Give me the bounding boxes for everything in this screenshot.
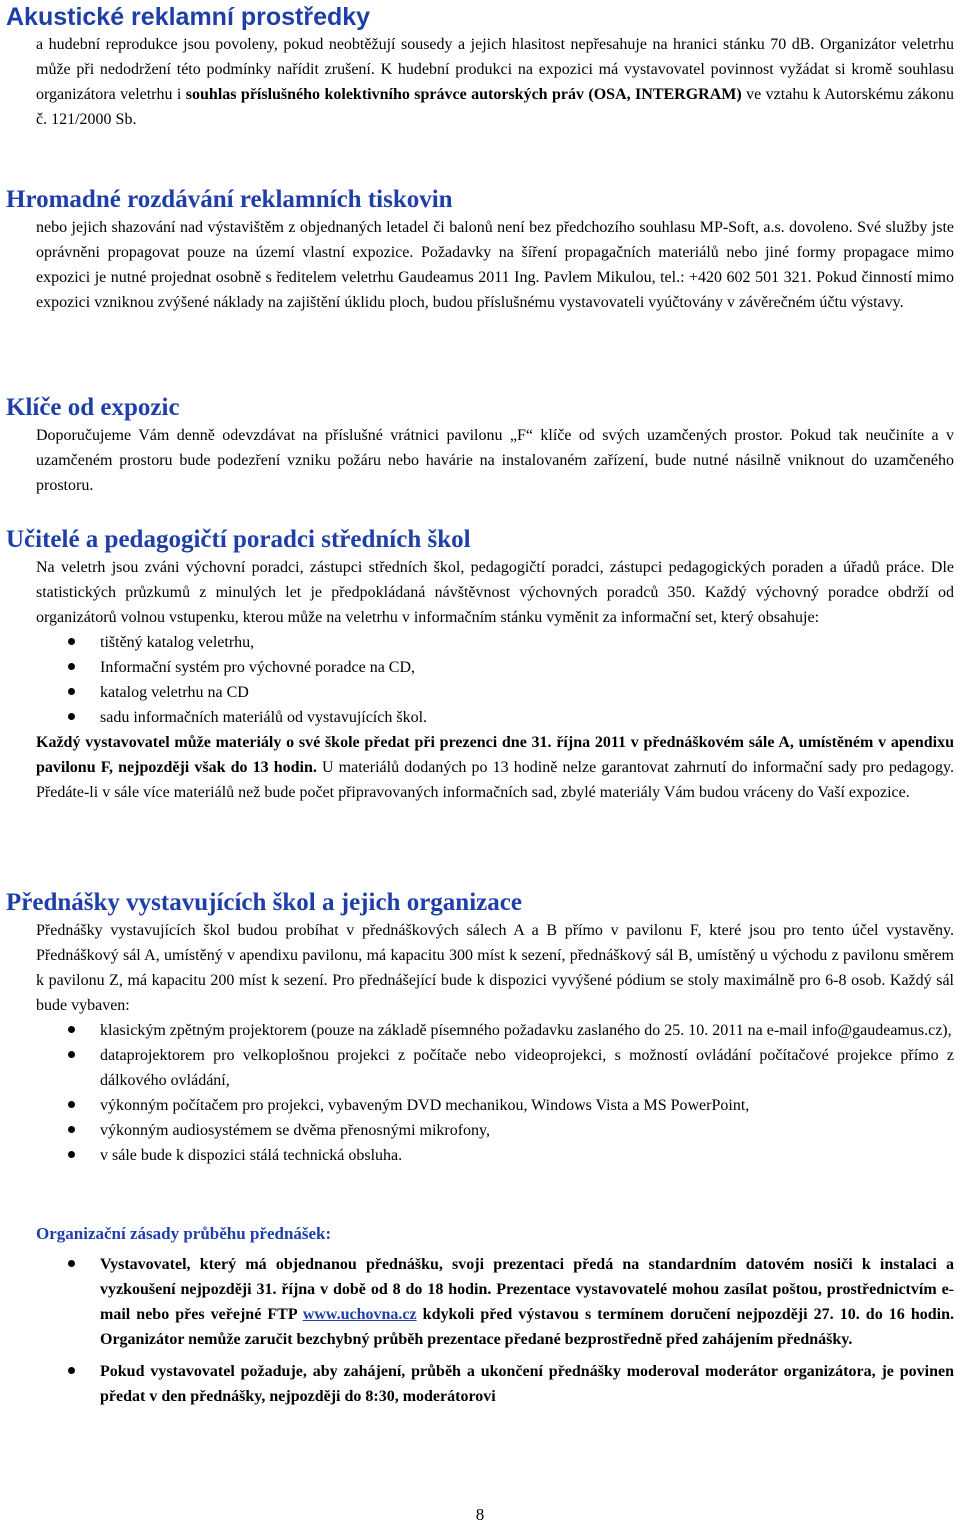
section-prednasky [0, 888, 960, 1168]
list-ucitele [0, 630, 960, 730]
page-number: 8 [475, 1505, 485, 1524]
heading-zasady: Organizační zásady průběhu přednášek: [36, 1224, 332, 1243]
section-klice [0, 393, 960, 498]
paragraph-ucitele: Na veletrh jsou zváni výchovní poradci, zástupci středních škol, pedagogičtí poradci, zástupci pedagogických poraden a úřadů práce. Dle statistických průzkumů z minulých let je předpokládaná návštěvnost výchovných poradců 350. Každý výchovný poradce obdrží od organizátorů volnou vstupenku, kterou může na veletrhu v informačním stánku vyměnit za informační set, který obsahuje: [36, 559, 954, 626]
ftp-link[interactable]: www.uchovna.cz [302, 1306, 417, 1323]
list-item: v sále bude k dispozici stálá technická obsluha. [0, 1143, 954, 1168]
list-item: dataprojektorem pro velkoplošnou projekci z počítače nebo videoprojekci, s možností ovládání počítačové projekce přímo z dálkového ovládání, [0, 1043, 954, 1093]
text-akusticke-bold: souhlas příslušného kolektivního správce autorských práv (OSA, INTERGRAM) [185, 86, 742, 103]
text-zasady-1a: Vystavovatel, který má objednanou přednášku, svoji prezentaci předá na standardním datovém nosiči k instalaci a vyzkoušení nejpozději 31. října v době od 8 do 18 hodin. Prezentace vystavovatelé mohou zasílat poštou, prostřednictvím e-mail nebo přes veřejné FTP [100, 1256, 954, 1323]
text-zasady-1b: kdykoli před výstavou s termínem doručení nejpozději 27. 10. do 16 hodin. Organizátor nemůže zaručit bezchybný průběh prezentace předané bezprostředně před zahájením přednášky. [100, 1306, 955, 1348]
paragraph-ucitele-2 [36, 730, 954, 805]
list-item: tištěný katalog veletrhu, [0, 630, 954, 655]
paragraph-klice: Doporučujeme Vám denně odevzdávat na příslušné vrátnici pavilonu „F“ klíče od svých uzamčených prostor. Pokud tak neučiníte a v uzamčeném prostoru bude podezření vzniku požáru nebo havárie na instalovaném zařízení, bude nutné násilně vniknout do uzamčeného prostoru. [36, 427, 954, 494]
heading-ucitele: Učitelé a pedagogičtí poradci středních škol [6, 526, 471, 553]
list-item: výkonným počítačem pro projekci, vybaveným DVD mechanikou, Windows Vista a MS PowerPoint, [0, 1093, 954, 1118]
list-item: výkonným audiosystémem se dvěma přenosnými mikrofony, [0, 1118, 954, 1143]
list-item: sadu informačních materiálů od vystavujících škol. [0, 705, 954, 730]
heading-klice: Klíče od expozic [6, 394, 180, 421]
list-item [0, 1252, 954, 1352]
text-akusticke-2: ve vztahu k Autorskému zákonu č. 121/2000 Sb. [36, 86, 954, 128]
section-zasady [0, 1222, 960, 1409]
section-ucitele [0, 525, 960, 805]
list-prednasky [0, 1018, 960, 1168]
list-item: Informační systém pro výchovné poradce na CD, [0, 655, 954, 680]
section-akusticke [0, 2, 960, 132]
list-item: Pokud vystavovatel požaduje, aby zahájení, průběh a ukončení přednášky moderoval moderátor organizátora, je povinen předat v den přednášky, nejpozději do 8:30, moderátorovi [0, 1359, 954, 1409]
paragraph-hromadne: nebo jejich shazování nad výstavištěm z objednaných letadel či balonů není bez předchozího souhlasu MP-Soft, a.s. dovoleno. Své služby jste oprávněni propagovat pouze na území vlastní expozice. Požadavky na šíření propagačních materiálů nebo jiné formy propagace mimo expozici je nutné projednat osobně s ředitelem veletrhu Gaudeamus 2011 Ing. Pavlem Mikulou, tel.: +420 602 501 321. Pokud činností mimo expozici vzniknou zvýšené náklady na zajištění úklidu ploch, budou příslušnému vystavovateli vyúčtovány v závěrečném účtu výstavy. [36, 219, 954, 311]
list-item: klasickým zpětným projektorem (pouze na základě písemného požadavku zaslaného do 25. 10. 2011 na e-mail info@gaudeamus.cz), [0, 1018, 954, 1043]
text-ucitele-2: U materiálů dodaných po 13 hodině nelze garantovat zahrnutí do informační sady pro pedagogy. Předáte-li v sále více materiálů než bude počet připravovaných informačních sad, zbylé materiály Vám budou vráceny do Vaší expozice. [36, 759, 955, 801]
list-zasady [0, 1252, 960, 1409]
paragraph-prednasky: Přednášky vystavujících škol budou probíhat v přednáškových sálech A a B přímo v pavilonu F, které jsou pro tento účel vystavěny. Přednáškový sál A, umístěný v apendixu pavilonu, má kapacitu 300 míst k sezení, přednáškový sál B, umístěný u východu z pavilonu směrem k pavilonu Z, má kapacitu 200 míst k sezení. Pro přednášející bude k dispozici vyvýšené pódium se stoly maximálně pro 6-8 osob. Každý sál bude vybaven: [36, 922, 954, 1014]
text-ucitele-bold: Každý vystavovatel může materiály o své škole předat při prezenci dne 31. října 2011 v přednáškovém sále A, umístěném v apendixu pavilonu F, nejpozději však do 13 hodin. [36, 734, 954, 776]
heading-akusticke: Akustické reklamní prostředky [6, 3, 371, 31]
section-hromadne [0, 185, 960, 315]
heading-hromadne: Hromadné rozdávání reklamních tiskovin [6, 186, 453, 213]
text-akusticke-1: a hudební reprodukce jsou povoleny, pokud neobtěžují sousedy a jejich hlasitost nepřesahuje na hranici stánku 70 dB. Organizátor veletrhu může při nedodržení této podmínky nařídit zrušení. K hudební produkci na expozici má vystavovatel povinnost vyžádat si kromě souhlasu organizátora veletrhu i [36, 36, 954, 103]
heading-prednasky: Přednášky vystavujících škol a jejich organizace [6, 889, 522, 916]
list-item: katalog veletrhu na CD [0, 680, 954, 705]
paragraph-akusticke [36, 32, 954, 132]
